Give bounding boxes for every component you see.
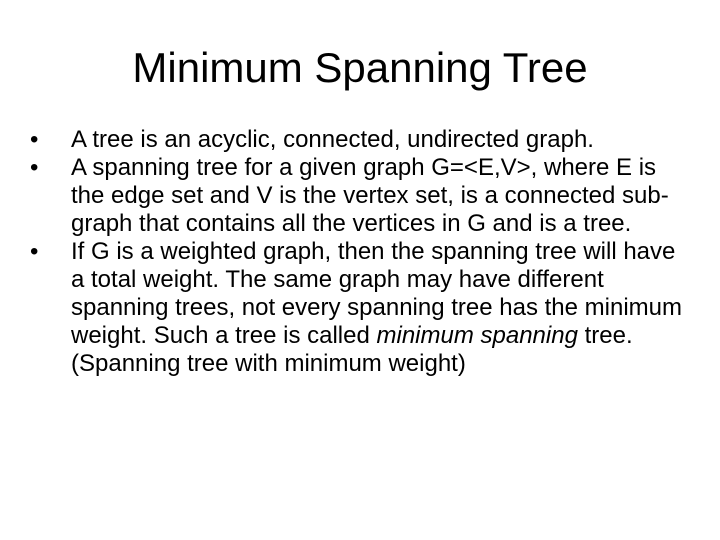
bullet-text: [71, 238, 690, 378]
bullet-item-2: [30, 154, 690, 238]
bullet-text: A tree is an acyclic, connected, undirected graph.: [71, 126, 594, 153]
bullet-text-italic: minimum spanning: [376, 322, 578, 349]
bullet-item-1: [30, 126, 690, 154]
bullet-icon: •: [30, 126, 39, 153]
slide-title: Minimum Spanning Tree: [132, 44, 588, 91]
bullet-item-3: [30, 238, 690, 378]
bullet-text-part: If G is a weighted graph, then the spanning tree will have a total weight. The same graph may have different spanning trees, not every spanning tree has the minimum weight. Such a tree is called: [71, 238, 683, 349]
bullet-icon: •: [30, 154, 39, 181]
bullet-text-part: tree. (Spanning tree with minimum weight): [71, 322, 633, 377]
bullet-list: [30, 126, 690, 378]
bullet-icon: •: [30, 238, 39, 265]
bullet-text: A spanning tree for a given graph G=<E,V>, where E is the edge set and V is the vertex set, is a connected sub-graph that contains all the vertices in G and is a tree.: [71, 154, 669, 237]
